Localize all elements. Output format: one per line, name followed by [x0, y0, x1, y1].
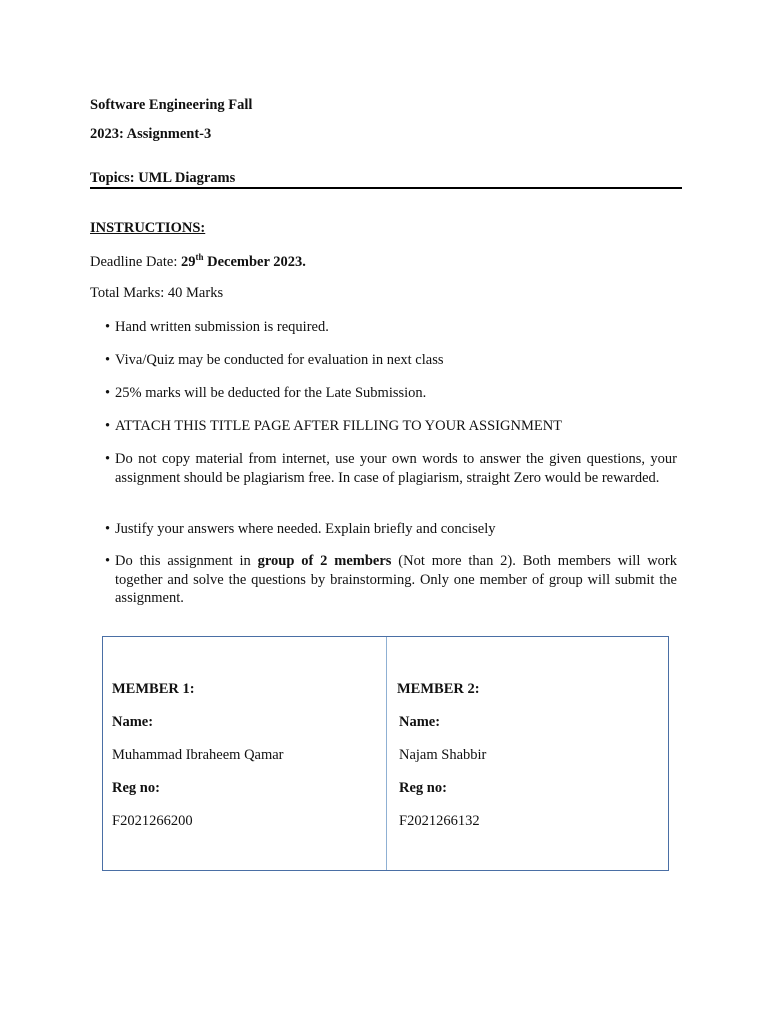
- instruction-bullet: [105, 520, 677, 539]
- members-table-divider: [386, 637, 387, 870]
- group-instruction-text: [115, 552, 677, 608]
- total-marks: Total Marks: 40 Marks: [90, 285, 224, 301]
- member1-name: Muhammad Ibraheem Qamar: [112, 747, 284, 763]
- instructions-heading: INSTRUCTIONS:: [90, 220, 206, 236]
- instruction-bullet: [105, 351, 677, 370]
- document-title-line2: 2023: Assignment-3: [90, 126, 212, 142]
- member2-name-label: Name:: [399, 714, 441, 730]
- document-title-line1: Software Engineering Fall: [90, 97, 253, 113]
- member2-name: Najam Shabbir: [399, 747, 487, 763]
- bullet-icon: •: [105, 553, 111, 569]
- deadline-date: December 2023.: [203, 253, 306, 270]
- member1-name-label: Name:: [112, 714, 154, 730]
- instruction-bullet: [105, 318, 677, 337]
- deadline-line: [90, 252, 306, 271]
- topics-heading: Topics: UML Diagrams: [90, 170, 236, 186]
- member1-heading: MEMBER 1:: [112, 681, 195, 697]
- member2-heading: MEMBER 2:: [397, 681, 480, 697]
- instruction-bullet: [105, 384, 677, 403]
- member1-reg: F2021266200: [112, 813, 193, 829]
- instruction-text: Viva/Quiz may be conducted for evaluation in next class: [115, 352, 444, 368]
- group-text-before: Do this assignment in: [115, 553, 258, 569]
- heading-divider: [90, 187, 682, 189]
- members-table: [102, 636, 669, 871]
- instruction-bullet: [105, 450, 677, 487]
- group-instruction-bullet: [105, 552, 677, 608]
- group-text-after: (Not more than 2). Both members will work together and solve the questions by brainstorming. Only one member of group will submit the assignment.: [115, 553, 677, 606]
- instruction-text: 25% marks will be deducted for the Late Submission.: [115, 385, 427, 401]
- bullet-icon: •: [105, 319, 111, 335]
- instruction-text: ATTACH THIS TITLE PAGE AFTER FILLING TO YOUR ASSIGNMENT: [115, 418, 563, 434]
- member1-reg-label: Reg no:: [112, 780, 160, 796]
- bullet-icon: •: [105, 521, 111, 537]
- instruction-bullet: [105, 417, 677, 436]
- instruction-text: Hand written submission is required.: [115, 319, 329, 335]
- bullet-icon: •: [105, 418, 111, 434]
- bullet-icon: •: [105, 352, 111, 368]
- deadline-day: 29: [181, 253, 196, 270]
- member2-reg-label: Reg no:: [399, 780, 447, 796]
- member2-reg: F2021266132: [399, 813, 480, 829]
- bullet-icon: •: [105, 451, 111, 467]
- deadline-label: Deadline Date:: [90, 253, 181, 270]
- group-size-emphasis: group of 2 members: [257, 553, 392, 569]
- instruction-text: Justify your answers where needed. Explain briefly and concisely: [115, 521, 496, 537]
- deadline-day-suffix: th: [195, 252, 204, 262]
- bullet-icon: •: [105, 385, 111, 401]
- instruction-text: Do not copy material from internet, use your own words to answer the given questions, your assignment should be plagiarism free. In case of plagiarism, straight Zero would be rewarded.: [115, 451, 677, 486]
